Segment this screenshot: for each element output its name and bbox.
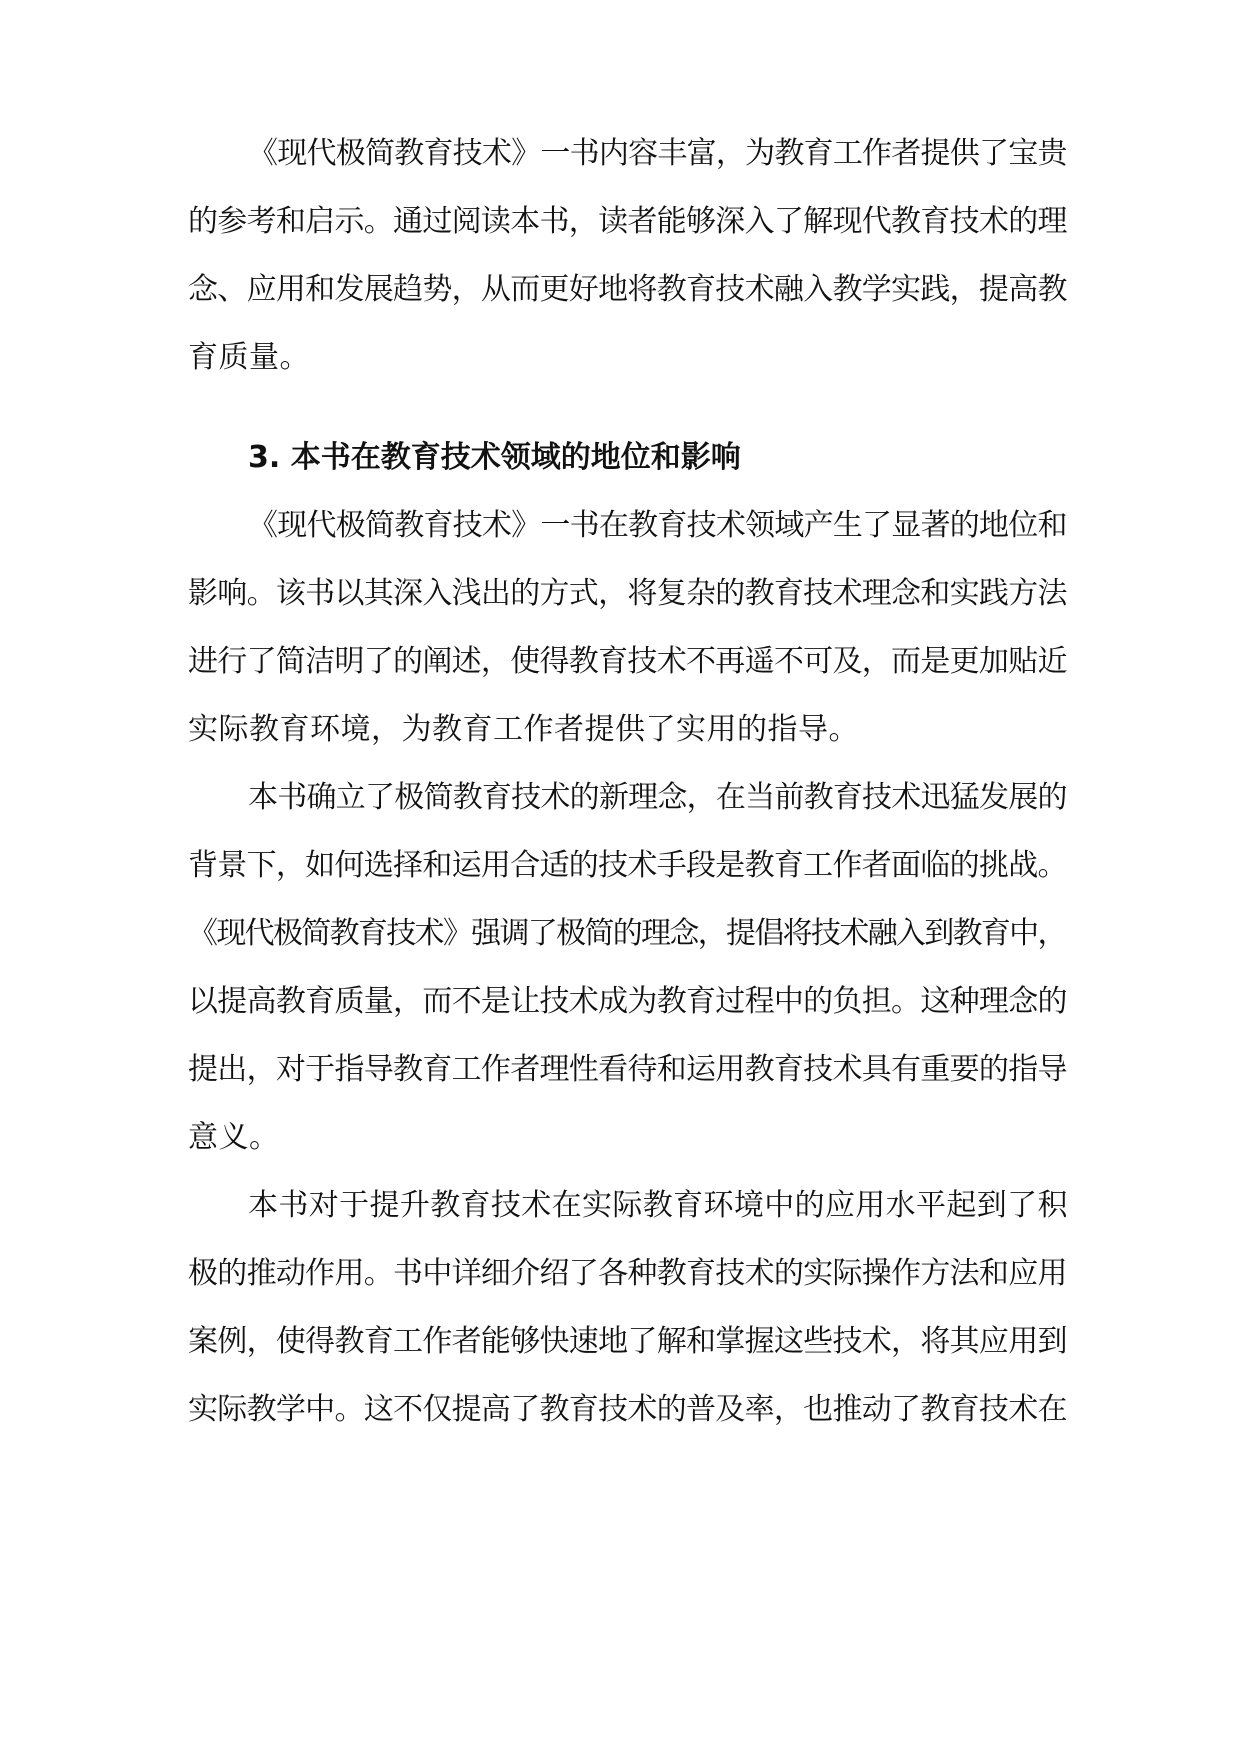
paragraph-4-line-2: 极的推动作用。书中详细介绍了各种教育技术的实际操作方法和应用 — [188, 1256, 1067, 1291]
paragraph-2-line-2: 影响。该书以其深入浅出的方式，将复杂的教育技术理念和实践方法 — [188, 576, 1067, 611]
paragraph-3-line-5: 提出，对于指导教育工作者理性看待和运用教育技术具有重要的指导 — [188, 1052, 1067, 1087]
paragraph-4-line-3: 案例，使得教育工作者能够快速地了解和掌握这些技术，将其应用到 — [188, 1324, 1067, 1359]
paragraph-1-line-4: 育质量。 — [188, 340, 310, 375]
paragraph-3-line-3: 《现代极简教育技术》强调了极简的理念，提倡将技术融入到教育中， — [188, 916, 1066, 951]
paragraph-3-line-2: 背景下，如何选择和运用合适的技术手段是教育工作者面临的挑战。 — [188, 848, 1067, 883]
paragraph-3-line-6: 意义。 — [188, 1120, 280, 1155]
section-heading: 3. 本书在教育技术领域的地位和影响 — [248, 440, 741, 475]
paragraph-4-line-4: 实际教学中。这不仅提高了教育技术的普及率，也推动了教育技术在 — [188, 1392, 1067, 1427]
paragraph-3-line-4: 以提高教育质量，而不是让技术成为教育过程中的负担。这种理念的 — [188, 984, 1067, 1019]
paragraph-2-line-4: 实际教育环境，为教育工作者提供了实用的指导。 — [188, 712, 859, 747]
paragraph-2-line-1: 《现代极简教育技术》一书在教育技术领域产生了显著的地位和 — [248, 508, 1067, 543]
paragraph-3-line-1: 本书确立了极简教育技术的新理念，在当前教育技术迅猛发展的 — [248, 780, 1067, 815]
paragraph-1-line-2: 的参考和启示。通过阅读本书，读者能够深入了解现代教育技术的理 — [188, 204, 1067, 239]
paragraph-2-line-3: 进行了简洁明了的阐述，使得教育技术不再遥不可及，而是更加贴近 — [188, 644, 1067, 679]
paragraph-1-line-1: 《现代极简教育技术》一书内容丰富，为教育工作者提供了宝贵 — [248, 136, 1067, 171]
paragraph-1-line-3: 念、应用和发展趋势，从而更好地将教育技术融入教学实践，提高教 — [188, 272, 1067, 307]
paragraph-4-line-1: 本书对于提升教育技术在实际教育环境中的应用水平起到了积 — [248, 1188, 1068, 1223]
